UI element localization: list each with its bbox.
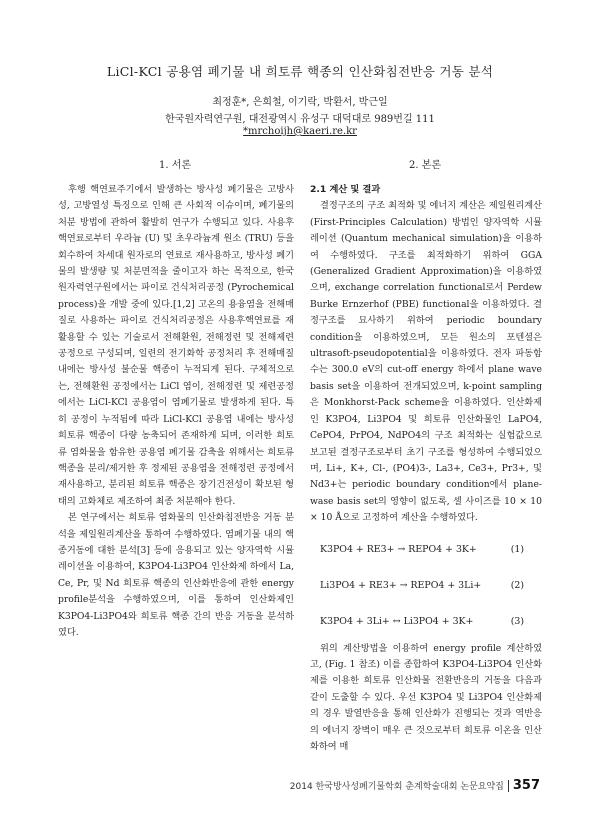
equation-2 bbox=[310, 569, 542, 605]
equation-1 bbox=[310, 533, 542, 569]
intro-paragraph-2: 본 연구에서는 희토류 염화물의 인산화침전반응 거동 분석을 제일원리계산을 통하여 수행하였다. 염폐기물 내의 핵종거동에 대한 분석[3] 등에 응용되고 있는 양자역학 시뮬레이션을 이용하여, K3PO4-Li3PO4 인산화제 하에서 La, Ce, Pr, 및 Nd 희토류 핵종의 인산화반응에 관한 energy profile분석을 수행하였으며, 이를 통하여 인산화제인 K3PO4-Li3PO4와 희토류 핵종 간의 반응 거동을 분석하였다. bbox=[58, 512, 294, 638]
subsection-heading: 2.1 계산 및 결과 bbox=[310, 184, 381, 195]
footer-divider bbox=[508, 780, 509, 792]
right-column bbox=[310, 182, 542, 755]
page-footer bbox=[290, 778, 540, 793]
equation-3 bbox=[310, 605, 542, 641]
corresponding-email[interactable]: *mrchoijh@kaeri.re.kr bbox=[243, 126, 357, 137]
page-number: 357 bbox=[512, 778, 540, 793]
equation-block bbox=[310, 533, 542, 641]
intro-heading: 1. 서론 bbox=[158, 160, 192, 171]
paper-title: LiCl-KCl 공용염 폐기물 내 희토류 핵종의 인산화침전반응 거동 분석 bbox=[106, 64, 494, 79]
affiliation: 한국원자력연구원, 대전광역시 유성구 대덕대로 989번길 111 bbox=[165, 114, 435, 125]
equation-text: K3PO4 + RE3+ → REPO4 + 3K+ bbox=[320, 544, 477, 556]
equation-number: (2) bbox=[510, 580, 524, 592]
equation-text: Li3PO4 + RE3+ → REPO4 + 3Li+ bbox=[320, 580, 482, 592]
methods-paragraph: 결정구조의 구조 최적화 및 에너지 계산은 제일원리계산 (First-Principles Calculation) 방법인 양자역학 시뮬레이션 (Quantum mechanical simulation)을 이용하여 수행하였다. 구조를 최적화하기 위하여 GGA (Generalized Gradient Approximation)을 이용하였으며, exchange correlation functional로서 Perdew Burke Ernzerhof (PBE) functional을 이용하였다. 결정구조를 묘사하기 위하여 periodic boundary condition을 이용하였으며, 모든 원소의 포텐셜은 ultrasoft-pseudopotential을 이용하였다. 전자 파동함수는 300.0 eV의 cut-off energy 하에서 plane wave basis set을 이용하여 전개되었으며, k-point sampling은 Monkhorst-Pack scheme을 이용하였다. 인산화제인 K3PO4, Li3PO4 및 희토류 인산화물인 LaPO4, CePO4, PrPO4, NdPO4의 구조 최적화는 실험값으로 보고된 결정구조로부터 초기 구조를 형성하여 수행되었으며, Li+, K+, Cl-, (PO4)3-, La3+, Ce3+, Pr3+, 및 Nd3+는 periodic boundary condition에서 plane-wase basis set의 영향이 없도록, 셀 사이즈를 10 × 10 × 10 Å으로 고정하여 계산을 수행하였다. bbox=[310, 200, 542, 524]
results-paragraph: 위의 계산방법을 이용하여 energy profile 계산하였고, (Fig. 1 참조) 이를 종합하여 K3PO4-Li3PO4 인산화제를 이용한 희토류 인산화물 전환반응의 거동을 다음과 같이 도출할 수 있다. 우선 K3PO4 및 Li3PO4 인산화제의 경우 발열반응을 통해 인산화가 진행되는 것과 역반응의 에너지 장벽이 매우 큰 것으로부터 희토류 이온을 인산화하여 매 bbox=[310, 642, 542, 752]
equation-number: (3) bbox=[510, 616, 524, 628]
left-column bbox=[58, 182, 294, 641]
footer-text: 2014 한국방사성폐기물학회 춘계학술대회 논문요약집 bbox=[289, 782, 504, 792]
equation-text: K3PO4 + 3Li+ ↔ Li3PO4 + 3K+ bbox=[320, 616, 474, 628]
equation-number: (1) bbox=[510, 544, 524, 556]
body-heading: 2. 본론 bbox=[408, 160, 442, 171]
intro-paragraph-1: 후행 핵연료주기에서 발생하는 방사성 폐기물은 고방사성, 고방열성 특징으로 인해 큰 사회적 이슈이며, 폐기물의 처분 방법에 관하여 활발히 연구가 수행되고 있다. 사용후핵연료로부터 우라늄 (U) 및 초우라늄계 원소 (TRU) 등을 회수하여 차세대 원자로의 연료로 재사용하고, 방사성 폐기물의 발생량 및 처분면적을 줄이고자 하는 목적으로, 한국원자력연구원에서는 파이로 건식처리공정 (Pyrochemical process)을 개발 중에 있다.[1,2] 고온의 용융염을 전해매질로 사용하는 파이로 건식처리공정은 사용후핵연료를 재활용할 수 있는 기술로서 전해환원, 전해정련 및 전해제련 공정으로 구성되며, 일련의 전기화학 공정처리 후 전해매질 내에는 방사성 불순물 핵종이 누적되게 된다. 구체적으로는, 전해환원 공정에서는 LiCl 염이, 전해정련 및 제련공정에서는 LiCl-KCl 공용염이 염폐기물로 발생하게 된다. 특히 공정이 누적됨에 따라 LiCl-KCl 공용염 내에는 방사성 희토류 핵종이 다량 농축되어 존재하게 되며, 이러한 희토류 염화물을 함유한 공용염 폐기물 감축을 위해서는 희토류 핵종을 분리/제거한 후 정제된 공용염을 전해정련 공정에서 재사용하고, 분리된 희토류 핵종은 장기건전성이 확보된 형태의 고화체로 제조하여 최종 처분해야 한다. bbox=[58, 184, 294, 507]
author-list: 최정훈*, 은희철, 이기락, 박환서, 박근일 bbox=[212, 97, 388, 108]
